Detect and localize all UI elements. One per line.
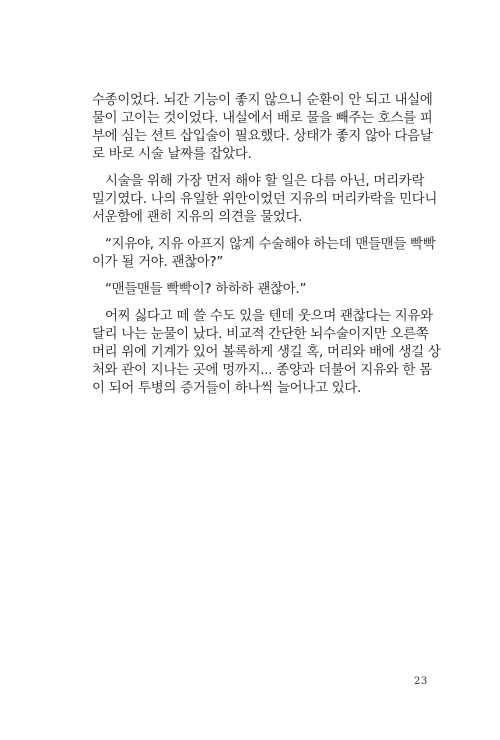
body-text — [92, 92, 441, 398]
text-line: 시술을 위해 가장 먼저 해야 할 일은 다름 아닌, 머리카락 — [105, 174, 425, 189]
page-number: 23 — [414, 676, 428, 687]
paragraph-2 — [92, 173, 438, 227]
text-line: 달리 나는 눈물이 났다. 비교적 간단한 뇌수술이지만 오른쪽 — [92, 327, 429, 342]
text-line: 머리 위에 기계가 있어 볼록하게 생길 혹, 머리와 배에 생길 상 — [92, 345, 441, 360]
paragraph-5 — [92, 308, 441, 398]
text-line: 부에 심는 션트 삽입술이 필요했다. 상태가 좋지 않아 다음날 — [92, 129, 433, 144]
text-line: 처와 관이 지나는 곳에 멍까지... 종양과 더불어 지유와 한 몸 — [92, 363, 432, 378]
text-line: 밀기였다. 나의 유일한 위안이었던 지유의 머리카락을 민다니 — [92, 192, 438, 207]
text-line: 서운함에 괜히 지유의 의견을 물었다. — [92, 210, 303, 225]
text-line: 로 바로 시술 날짜를 잡았다. — [92, 147, 252, 162]
paragraph-gap — [92, 227, 432, 236]
text-line: 물이 고이는 것이었다. 내실에서 배로 물을 빼주는 호스를 피 — [92, 111, 433, 126]
paragraph-gap — [92, 272, 432, 281]
text-line: 수종이었다. 뇌간 기능이 좋지 않으니 순환이 안 되고 내실에 — [92, 93, 433, 108]
text-line: 이 되어 투병의 증거들이 하나씩 늘어나고 있다. — [92, 381, 362, 396]
paragraph-gap — [92, 299, 432, 308]
text-line: 이가 될 거야. 괜찮아?” — [92, 255, 224, 270]
text-line: “맨들맨들 빡빡이? 하하하 괜찮아.” — [105, 282, 307, 297]
paragraph-3 — [92, 236, 436, 272]
paragraph-gap — [92, 164, 432, 173]
paragraph-4 — [92, 281, 432, 299]
text-line: “지유야, 지유 아프지 않게 수술해야 하는데 맨들맨들 빡빡 — [105, 237, 436, 252]
text-line: 어찌 싫다고 떼 쓸 수도 있을 텐데 웃으며 괜찮다는 지유와 — [105, 309, 433, 324]
paragraph-1 — [92, 92, 432, 164]
